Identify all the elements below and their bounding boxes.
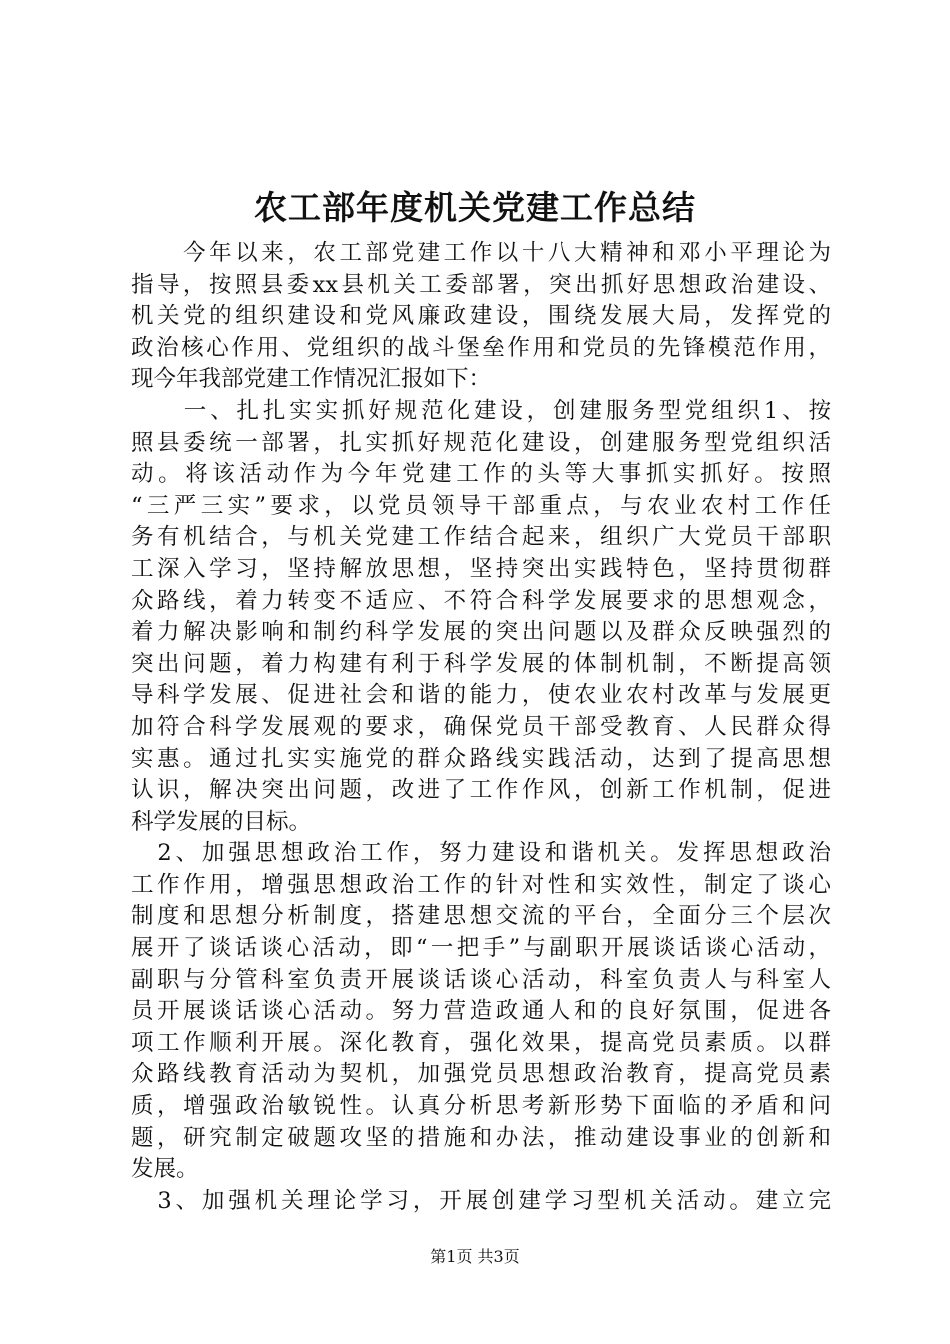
- text-line: 导科学发展、促进社会和谐的能力，使农业农村改革与发展更: [131, 682, 831, 709]
- text-line: 现今年我部党建工作情况汇报如下：: [131, 366, 492, 393]
- text-line: 着力解决影响和制约科学发展的突出问题以及群众反映强烈的: [131, 619, 831, 646]
- page-number-footer: 第1页 共3页: [430, 1247, 520, 1266]
- text-line: 众路线教育活动为契机，加强党员思想政治教育，提高党员素: [131, 1061, 831, 1088]
- text-line: 员开展谈话谈心活动。努力营造政通人和的良好氛围，促进各: [131, 998, 831, 1025]
- text-line: “三严三实”要求，以党员领导干部重点，与农业农村工作任: [131, 492, 831, 519]
- text-line: 认识，解决突出问题，改进了工作作风，创新工作机制，促进: [131, 777, 831, 804]
- text-line: 副职与分管科室负责开展谈话谈心活动，科室负责人与科室人: [131, 966, 831, 993]
- text-line: 机关党的组织建设和党风廉政建设，围绕发展大局，发挥党的: [131, 303, 831, 330]
- text-line: 发展。: [131, 1156, 199, 1183]
- text-line: 务有机结合，与机关党建工作结合起来，组织广大党员干部职: [131, 524, 831, 551]
- text-line: 加符合科学发展观的要求，确保党员干部受教育、人民群众得: [131, 713, 831, 740]
- text-line: 制度和思想分析制度，搭建思想交流的平台，全面分三个层次: [131, 903, 831, 930]
- text-line: 项工作顺利开展。深化教育，强化效果，提高党员素质。以群: [131, 1029, 831, 1056]
- text-line: 一、扎扎实实抓好规范化建设，创建服务型党组织1、按: [131, 397, 831, 424]
- text-line: 2、加强思想政治工作，努力建设和谐机关。发挥思想政治: [131, 840, 831, 867]
- text-line: 今年以来，农工部党建工作以十八大精神和邓小平理论为: [131, 240, 831, 266]
- text-line: 突出问题，着力构建有利于科学发展的体制机制，不断提高领: [131, 650, 831, 677]
- document-title: 农工部年度机关党建工作总结: [254, 188, 696, 227]
- document-body: [131, 238, 831, 1217]
- text-line: 动。将该活动作为今年党建工作的头等大事抓实抓好。按照: [131, 461, 831, 488]
- text-line: 3、加强机关理论学习，开展创建学习型机关活动。建立完: [131, 1187, 831, 1214]
- text-line: 工深入学习，坚持解放思想，坚持突出实践特色，坚持贯彻群: [131, 555, 831, 582]
- text-line: 展开了谈话谈心活动，即“一把手”与副职开展谈话谈心活动，: [131, 935, 831, 962]
- text-line: 工作作用，增强思想政治工作的针对性和实效性，制定了谈心: [131, 871, 831, 898]
- text-line: 指导，按照县委xx县机关工委部署，突出抓好思想政治建设、: [131, 271, 831, 298]
- text-line: 政治核心作用、党组织的战斗堡垒作用和党员的先锋模范作用，: [131, 334, 831, 361]
- text-line: 照县委统一部署，扎实抓好规范化建设，创建服务型党组织活: [131, 429, 831, 456]
- text-line: 众路线，着力转变不适应、不符合科学发展要求的思想观念，: [131, 587, 831, 614]
- text-line: 题，研究制定破题攻坚的措施和办法，推动建设事业的创新和: [131, 1124, 831, 1151]
- text-line: 实惠。通过扎实实施党的群众路线实践活动，达到了提高思想: [131, 745, 831, 772]
- text-line: 质，增强政治敏锐性。认真分析思考新形势下面临的矛盾和问: [131, 1093, 831, 1120]
- text-line: 科学发展的目标。: [131, 808, 312, 835]
